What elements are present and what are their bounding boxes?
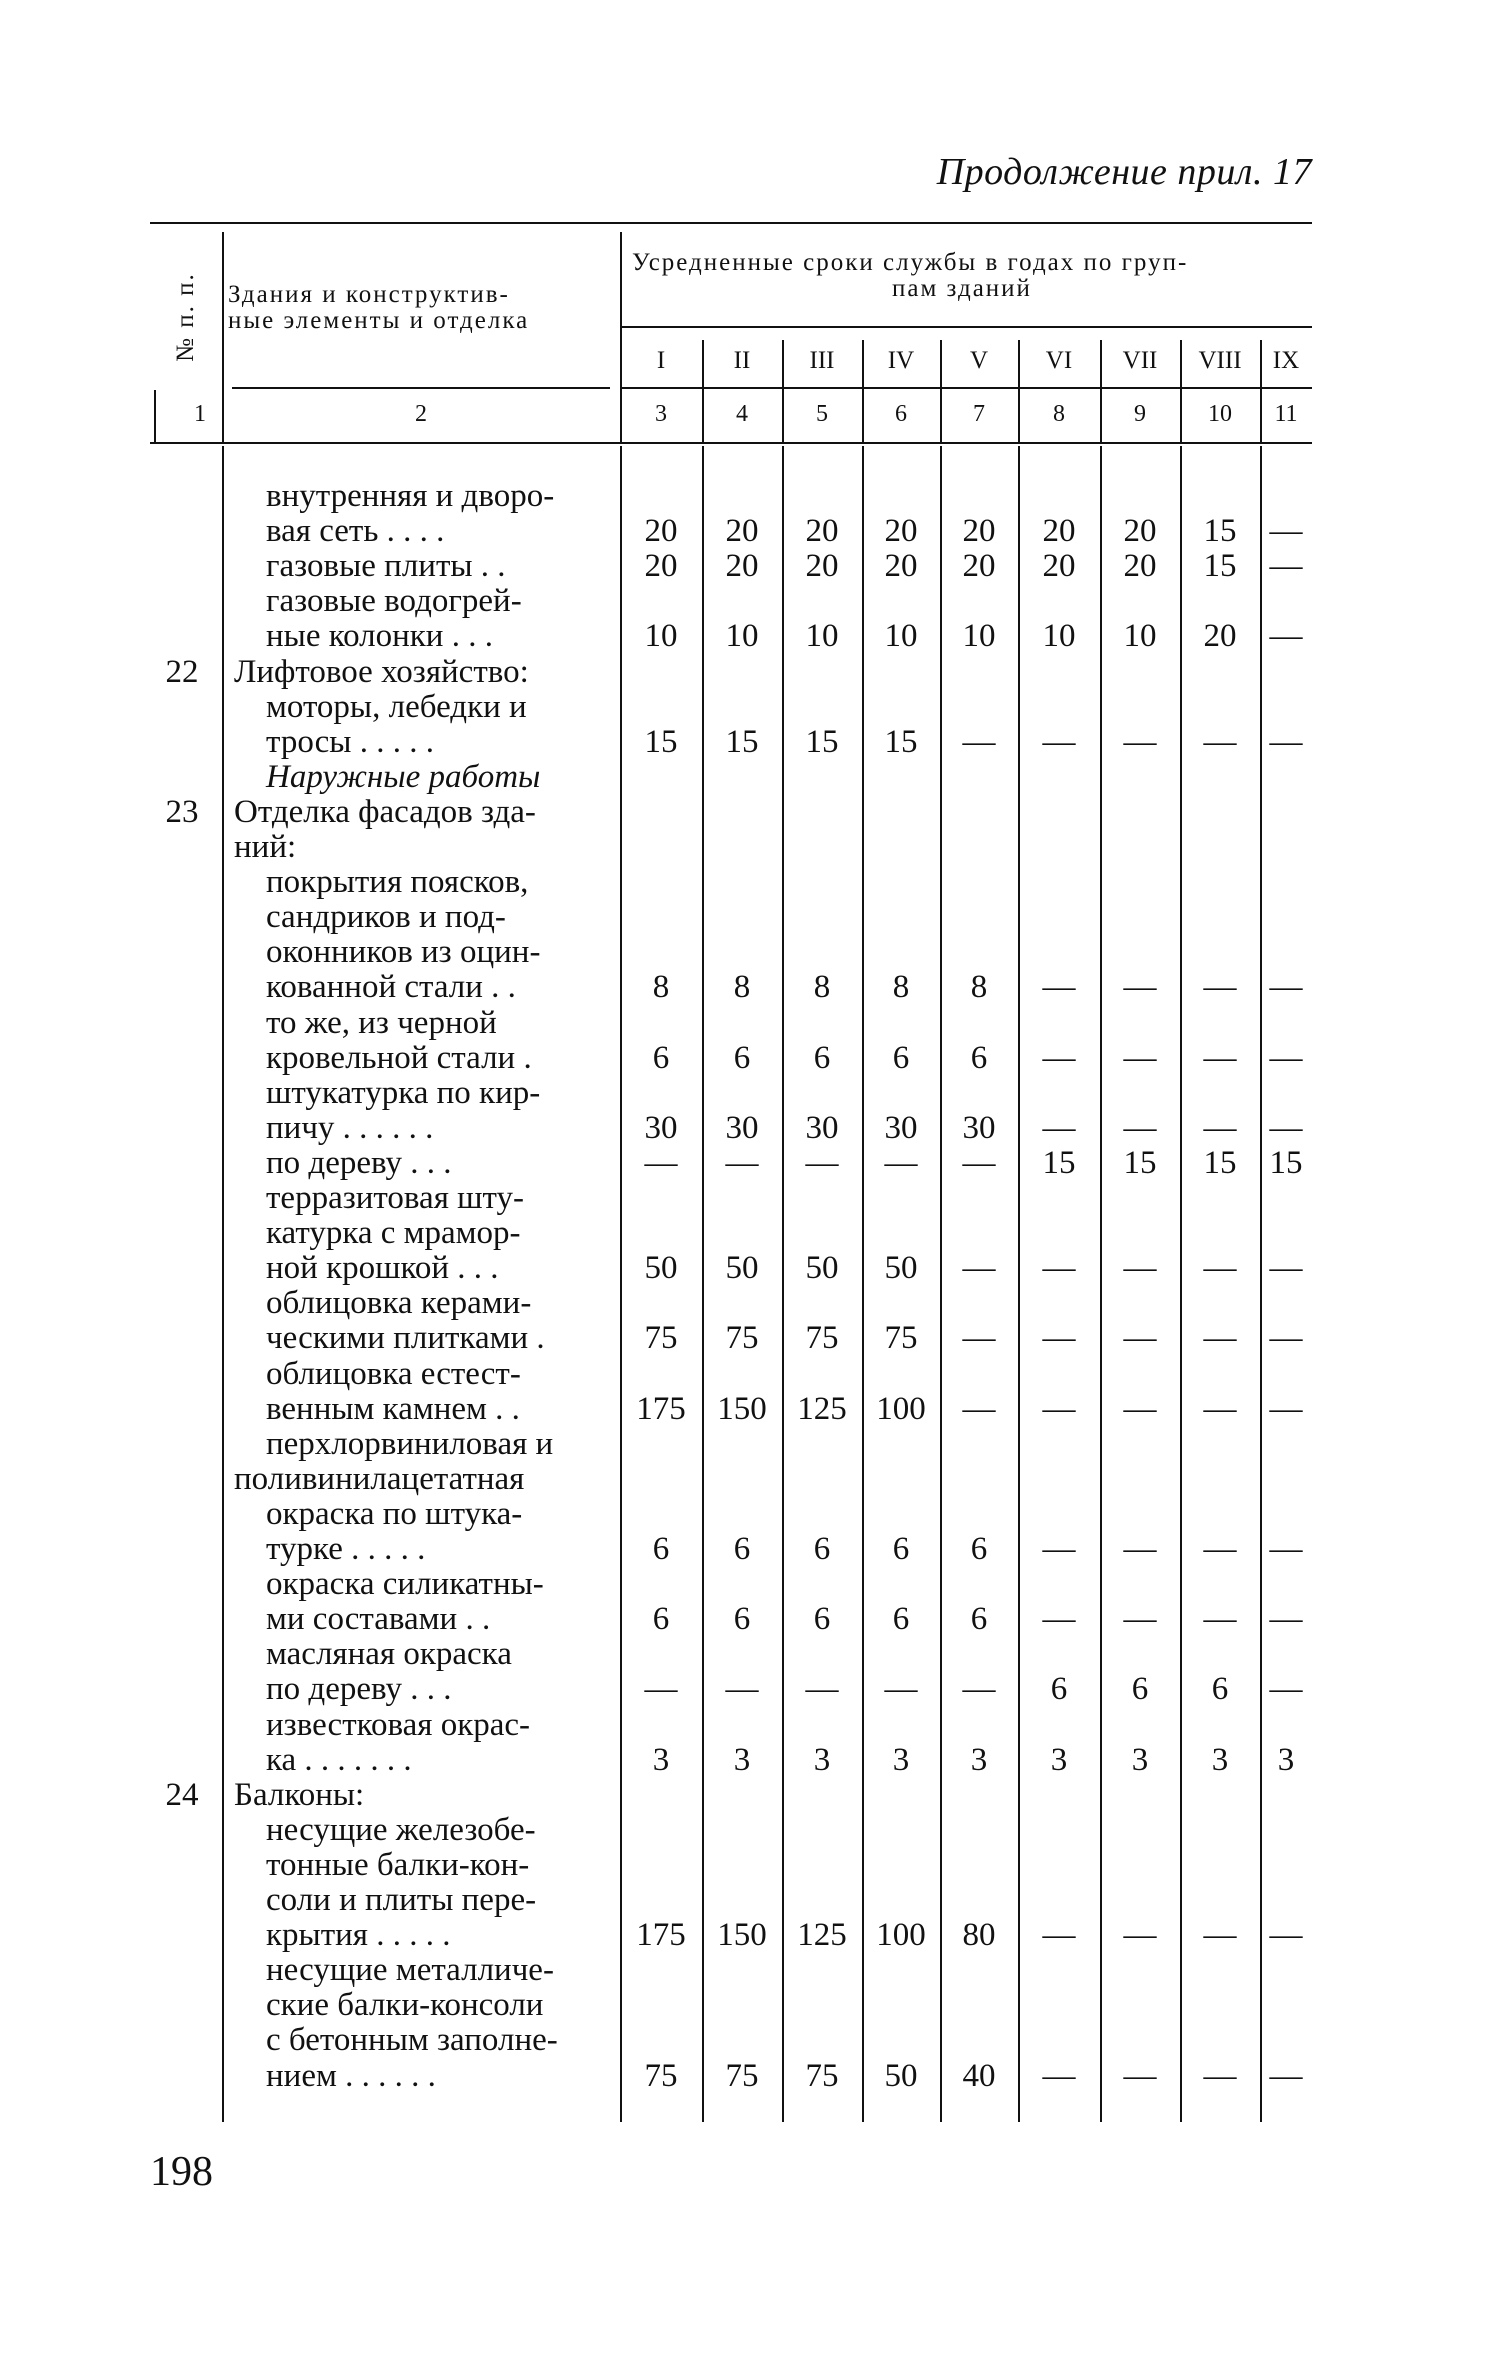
cell-value: —: [1203, 1917, 1237, 1953]
cell-value: —: [1123, 724, 1157, 760]
cell-value: —: [1203, 724, 1237, 760]
cell-value: —: [1269, 618, 1303, 654]
cell-value: —: [1123, 1601, 1157, 1637]
element-text: пичу . . . . . .: [266, 1110, 434, 1146]
element-text: ми составами . .: [266, 1601, 491, 1637]
element-text: крытия . . . . .: [266, 1917, 451, 1953]
cell-value: 75: [725, 2058, 759, 2094]
cell-value: —: [1042, 1917, 1076, 1953]
group-label: III: [809, 347, 835, 374]
element-text: поливинилацетатная: [234, 1461, 525, 1497]
cell-value: —: [1269, 513, 1303, 549]
cell-value: —: [1042, 1320, 1076, 1356]
cell-value: 6: [652, 1040, 670, 1076]
cell-value: —: [1042, 1601, 1076, 1637]
row-number: 24: [165, 1777, 199, 1813]
cell-value: —: [1123, 1917, 1157, 1953]
element-text: штукатурка по кир-: [266, 1075, 541, 1111]
column-number: 2: [415, 401, 427, 427]
cell-value: —: [962, 724, 996, 760]
cell-value: —: [962, 1320, 996, 1356]
element-text: ные колонки . . .: [266, 618, 493, 654]
cell-value: 3: [1211, 1742, 1229, 1778]
page-number: 198: [150, 2149, 213, 2195]
group-names-rule: [620, 387, 1312, 389]
cell-value: 6: [813, 1601, 831, 1637]
cell-value: 8: [813, 969, 831, 1005]
cell-value: 10: [962, 618, 996, 654]
cell-value: —: [1203, 1250, 1237, 1286]
cell-value: 100: [876, 1917, 926, 1953]
cell-value: —: [1123, 1320, 1157, 1356]
cell-value: 3: [970, 1742, 988, 1778]
group-title-line-2: пам зданий: [892, 275, 1032, 302]
cell-value: 20: [884, 513, 918, 549]
cell-value: —: [1269, 1110, 1303, 1146]
cell-value: —: [644, 1145, 678, 1181]
cell-value: —: [1042, 1040, 1076, 1076]
cell-value: 15: [805, 724, 839, 760]
element-text: моторы, лебедки и: [266, 689, 527, 725]
row-number: 23: [165, 794, 199, 830]
element-text: терразитовая шту-: [266, 1180, 525, 1216]
cell-value: —: [805, 1145, 839, 1181]
element-text: ний:: [234, 829, 297, 865]
column-number: 6: [895, 401, 907, 427]
cell-value: 3: [733, 1742, 751, 1778]
element-text: Лифтовое хозяйство:: [234, 654, 529, 690]
cell-value: —: [1203, 1110, 1237, 1146]
element-text: сандриков и под-: [266, 899, 506, 935]
cell-value: 20: [1203, 618, 1237, 654]
cell-value: 6: [813, 1040, 831, 1076]
cell-value: 6: [733, 1601, 751, 1637]
cell-value: 75: [805, 2058, 839, 2094]
cell-value: 50: [884, 2058, 918, 2094]
element-text: Отделка фасадов зда-: [234, 794, 536, 830]
cell-value: 20: [725, 513, 759, 549]
element-text: газовые плиты . .: [266, 548, 506, 584]
cell-value: 100: [876, 1391, 926, 1427]
body-vline: [222, 446, 224, 2122]
cell-value: 20: [1042, 548, 1076, 584]
element-text: масляная окраска: [266, 1636, 512, 1672]
cell-value: —: [1042, 1391, 1076, 1427]
cell-value: 8: [970, 969, 988, 1005]
cell-value: —: [1203, 1040, 1237, 1076]
cell-value: 20: [805, 548, 839, 584]
cell-value: —: [1123, 969, 1157, 1005]
cell-value: —: [1042, 1531, 1076, 1567]
cell-value: —: [1123, 1531, 1157, 1567]
cell-value: —: [1269, 1040, 1303, 1076]
cell-value: 20: [962, 513, 996, 549]
cell-value: 3: [1131, 1742, 1149, 1778]
cell-value: 75: [805, 1320, 839, 1356]
element-text: с бетонным заполне-: [266, 2022, 558, 2058]
group-label: VIII: [1198, 347, 1242, 374]
element-text: оконников из оцин-: [266, 934, 541, 970]
cell-value: 15: [1203, 513, 1237, 549]
element-text: Балконы:: [234, 1777, 365, 1813]
cell-value: 50: [644, 1250, 678, 1286]
cell-value: 175: [636, 1391, 686, 1427]
cell-value: 150: [717, 1917, 767, 1953]
column-number: 4: [736, 401, 748, 427]
cell-value: 20: [962, 548, 996, 584]
cell-value: 50: [884, 1250, 918, 1286]
cell-value: —: [1123, 1391, 1157, 1427]
cell-value: —: [962, 1250, 996, 1286]
column-numbers-rule: [150, 442, 1312, 444]
service-life-table: [150, 222, 1312, 2122]
element-text: по дереву . . .: [266, 1671, 452, 1707]
column-number: 5: [816, 401, 828, 427]
cell-value: 6: [1050, 1671, 1068, 1707]
cell-value: 6: [1131, 1671, 1149, 1707]
cell-value: 150: [717, 1391, 767, 1427]
cell-value: 6: [970, 1040, 988, 1076]
cell-value: 6: [892, 1531, 910, 1567]
cell-value: 10: [1042, 618, 1076, 654]
cell-value: —: [1203, 1320, 1237, 1356]
cell-value: —: [725, 1145, 759, 1181]
cell-value: —: [884, 1145, 918, 1181]
row-number: 22: [165, 654, 199, 690]
element-text: газовые водогрей-: [266, 583, 522, 619]
group-title-line-1: Усредненные сроки службы в годах по груп-: [632, 249, 1189, 276]
element-text: облицовка керами-: [266, 1285, 532, 1321]
element-text: известковая окрас-: [266, 1707, 531, 1743]
cell-value: 3: [892, 1742, 910, 1778]
element-text: тросы . . . . .: [266, 724, 434, 760]
element-text: ной крошкой . . .: [266, 1250, 499, 1286]
element-text: кровельной стали .: [266, 1040, 532, 1076]
element-text: окраска силикатны-: [266, 1566, 544, 1602]
cell-value: 40: [962, 2058, 996, 2094]
cell-value: 6: [813, 1531, 831, 1567]
cell-value: 15: [1123, 1145, 1157, 1181]
cell-value: —: [1123, 1040, 1157, 1076]
cell-value: —: [805, 1671, 839, 1707]
cell-value: —: [1042, 724, 1076, 760]
cell-value: 75: [644, 2058, 678, 2094]
group-label: IX: [1272, 347, 1300, 374]
column-number: 11: [1274, 401, 1298, 427]
element-text: катурка с мрамор-: [266, 1215, 521, 1251]
group-label: V: [969, 347, 989, 374]
cell-value: 75: [644, 1320, 678, 1356]
header-vline: [620, 232, 622, 442]
cell-value: 6: [892, 1040, 910, 1076]
cell-value: —: [1269, 1671, 1303, 1707]
column-number: 7: [973, 401, 985, 427]
cell-value: 30: [962, 1110, 996, 1146]
cell-value: —: [1269, 2058, 1303, 2094]
cell-value: 6: [652, 1531, 670, 1567]
element-text: ские балки-консоли: [266, 1987, 544, 2023]
group-label: VII: [1122, 347, 1158, 374]
element-text: тонные балки-кон-: [266, 1847, 530, 1883]
cell-value: 8: [652, 969, 670, 1005]
cell-value: —: [1203, 1601, 1237, 1637]
table-top-rule: [150, 222, 1312, 224]
cell-value: 15: [725, 724, 759, 760]
column-number: 10: [1208, 401, 1232, 427]
cell-value: 20: [1123, 548, 1157, 584]
cell-value: 6: [1211, 1671, 1229, 1707]
cell-value: —: [1123, 2058, 1157, 2094]
cell-value: 3: [1050, 1742, 1068, 1778]
column-number: 1: [194, 401, 206, 427]
cell-value: —: [1269, 1601, 1303, 1637]
cell-value: 125: [797, 1917, 847, 1953]
cell-value: —: [1123, 1250, 1157, 1286]
cell-value: —: [1123, 1110, 1157, 1146]
cell-value: 10: [884, 618, 918, 654]
cell-value: 30: [884, 1110, 918, 1146]
cell-value: —: [1042, 2058, 1076, 2094]
cell-value: —: [644, 1671, 678, 1707]
element-text: внутренняя и дворо-: [266, 478, 555, 514]
cell-value: —: [884, 1671, 918, 1707]
cell-value: 6: [652, 1601, 670, 1637]
column-number: 3: [655, 401, 667, 427]
cell-value: —: [1042, 969, 1076, 1005]
cell-value: 6: [970, 1531, 988, 1567]
cell-value: —: [1203, 1531, 1237, 1567]
cell-value: 6: [892, 1601, 910, 1637]
header-vline: [154, 390, 156, 442]
cell-value: 15: [884, 724, 918, 760]
section-heading: Наружные работы: [266, 759, 541, 795]
cell-value: —: [1269, 548, 1303, 584]
element-text: вая сеть . . . .: [266, 513, 445, 549]
cell-value: 6: [970, 1601, 988, 1637]
element-text: окраска по штука-: [266, 1496, 523, 1532]
element-text: покрытия поясков,: [266, 864, 529, 900]
cell-value: 75: [884, 1320, 918, 1356]
cell-value: —: [962, 1671, 996, 1707]
num-column-header: № п. п.: [172, 272, 199, 362]
cell-value: 175: [636, 1917, 686, 1953]
page-header: Продолжение прил. 17: [936, 151, 1312, 193]
cell-value: 20: [1042, 513, 1076, 549]
group-title-rule: [620, 326, 1312, 328]
cell-value: 15: [1203, 548, 1237, 584]
cell-value: —: [1042, 1110, 1076, 1146]
cell-value: 15: [644, 724, 678, 760]
group-label: VI: [1045, 347, 1073, 374]
cell-value: 3: [813, 1742, 831, 1778]
element-text: ческими плитками .: [266, 1320, 545, 1356]
column-number: 8: [1053, 401, 1065, 427]
cell-value: 15: [1269, 1145, 1303, 1181]
cell-value: —: [1269, 1391, 1303, 1427]
cell-value: 30: [725, 1110, 759, 1146]
cell-value: —: [1269, 1250, 1303, 1286]
body-vline: [620, 446, 622, 2122]
cell-value: 50: [805, 1250, 839, 1286]
body-vline: [1018, 446, 1020, 2122]
cell-value: 6: [733, 1531, 751, 1567]
cell-value: —: [1269, 1320, 1303, 1356]
element-text: ка . . . . . . .: [266, 1742, 412, 1778]
cell-value: —: [1203, 969, 1237, 1005]
cell-value: 10: [805, 618, 839, 654]
group-label: IV: [887, 347, 915, 374]
cell-value: 30: [644, 1110, 678, 1146]
cell-value: 6: [733, 1040, 751, 1076]
name-column-header-line-2: ные элементы и отделка: [228, 307, 530, 334]
group-label: II: [733, 347, 751, 374]
cell-value: —: [1269, 1531, 1303, 1567]
name-column-header-line-1: Здания и конструктив-: [228, 281, 510, 308]
cell-value: 3: [652, 1742, 670, 1778]
cell-value: 15: [1203, 1145, 1237, 1181]
cell-value: 3: [1277, 1742, 1295, 1778]
element-text: несущие железобе-: [266, 1812, 536, 1848]
cell-value: 10: [1123, 618, 1157, 654]
cell-value: —: [1269, 1917, 1303, 1953]
cell-value: —: [1269, 724, 1303, 760]
element-text: нием . . . . . .: [266, 2058, 436, 2094]
cell-value: 8: [892, 969, 910, 1005]
element-text: то же, из черной: [266, 1005, 497, 1041]
cell-value: 20: [644, 548, 678, 584]
cell-value: 10: [725, 618, 759, 654]
cell-value: 80: [962, 1917, 996, 1953]
element-text: несущие металличе-: [266, 1952, 554, 1988]
cell-value: 20: [644, 513, 678, 549]
cell-value: 125: [797, 1391, 847, 1427]
cell-value: 15: [1042, 1145, 1076, 1181]
cell-value: 30: [805, 1110, 839, 1146]
name-header-rule: [232, 387, 610, 389]
element-text: турке . . . . .: [266, 1531, 426, 1567]
cell-value: 50: [725, 1250, 759, 1286]
cell-value: 20: [725, 548, 759, 584]
cell-value: 8: [733, 969, 751, 1005]
element-text: кованной стали . .: [266, 969, 516, 1005]
group-label: I: [656, 347, 666, 374]
element-text: перхлорвиниловая и: [266, 1426, 554, 1462]
cell-value: —: [962, 1145, 996, 1181]
cell-value: —: [1042, 1250, 1076, 1286]
cell-value: —: [725, 1671, 759, 1707]
cell-value: 20: [1123, 513, 1157, 549]
cell-value: 75: [725, 1320, 759, 1356]
cell-value: 20: [805, 513, 839, 549]
cell-value: 20: [884, 548, 918, 584]
column-number: 9: [1134, 401, 1146, 427]
cell-value: 10: [644, 618, 678, 654]
element-text: по дереву . . .: [266, 1145, 452, 1181]
cell-value: —: [1269, 969, 1303, 1005]
cell-value: —: [1203, 2058, 1237, 2094]
element-text: соли и плиты пере-: [266, 1882, 537, 1918]
element-text: облицовка естест-: [266, 1356, 521, 1392]
cell-value: —: [962, 1391, 996, 1427]
cell-value: —: [1203, 1391, 1237, 1427]
element-text: венным камнем . .: [266, 1391, 520, 1427]
